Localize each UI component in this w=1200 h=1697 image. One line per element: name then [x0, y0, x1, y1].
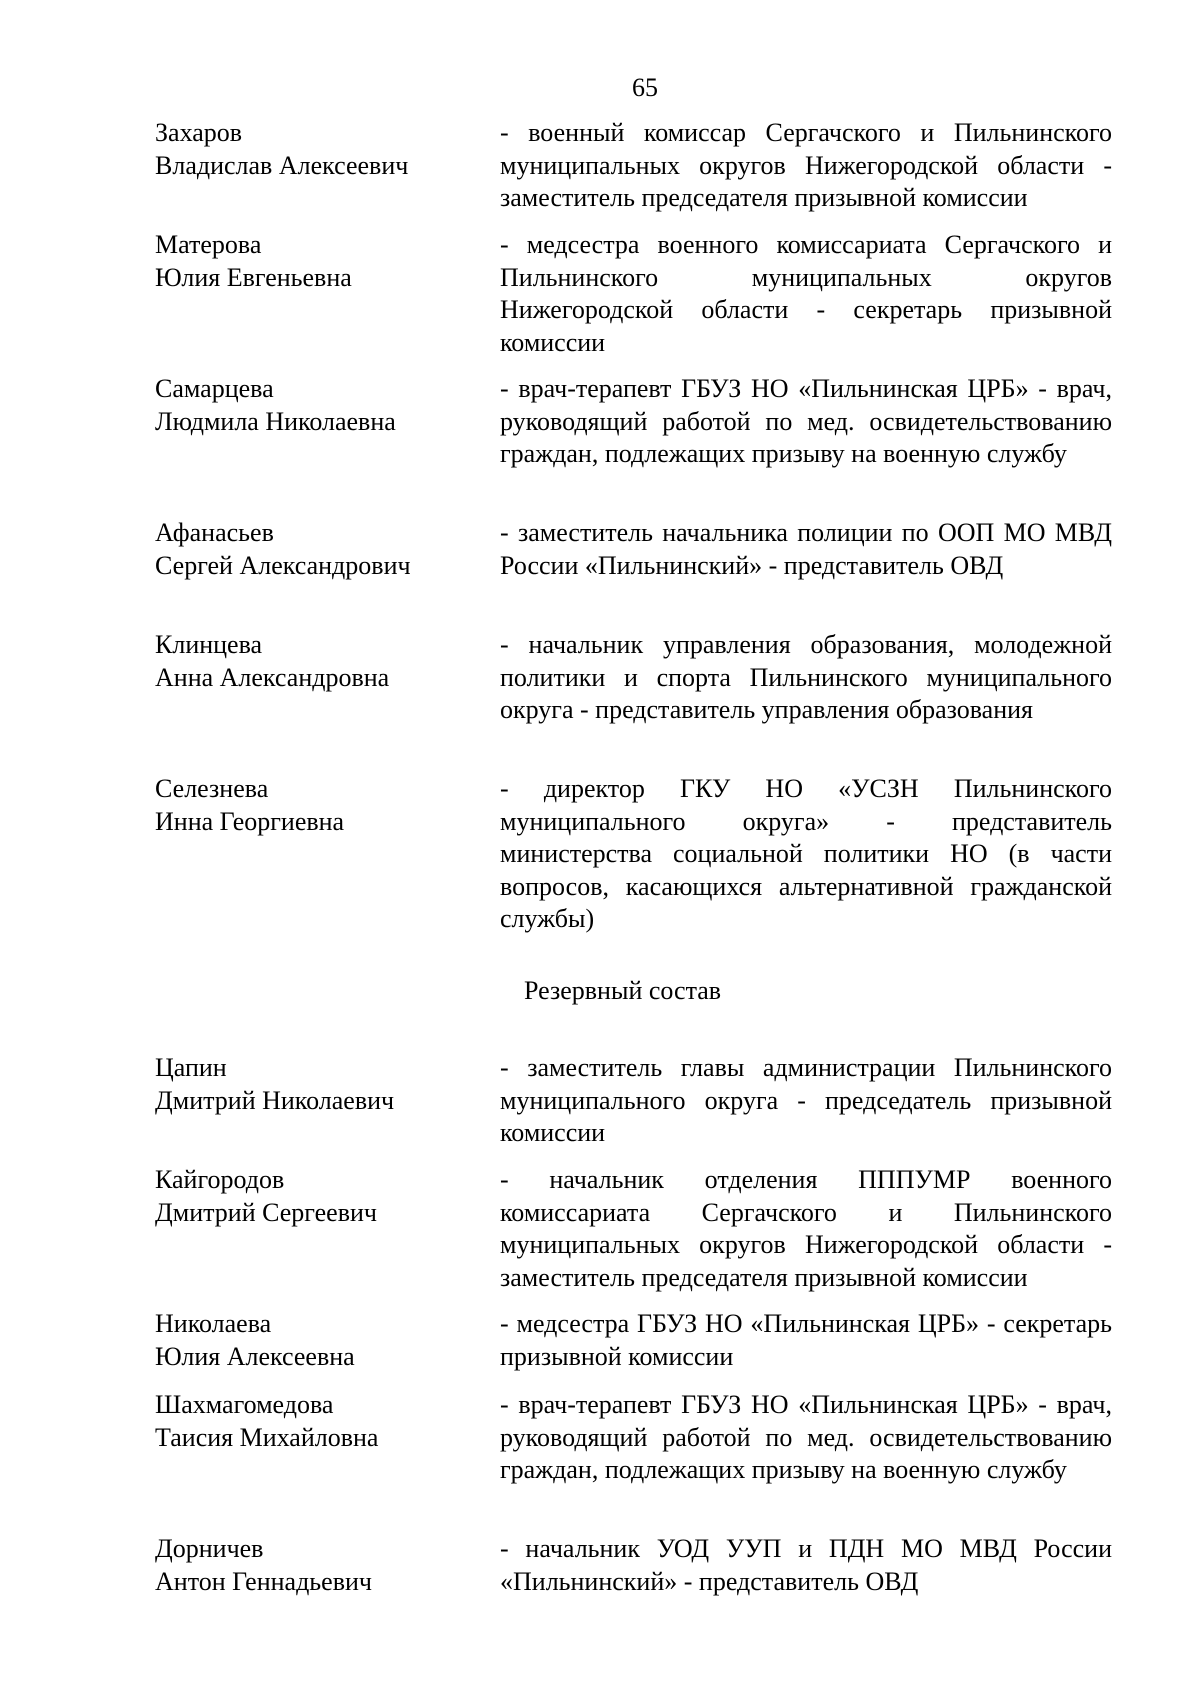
member-surname: Селезнева: [155, 774, 269, 803]
member-surname: Захаров: [155, 118, 243, 147]
member-name: [155, 517, 475, 582]
member-surname: Дорничев: [155, 1534, 264, 1563]
member-description: - заместитель начальника полиции по ООП МО МВД России «Пильнинский» - представитель ОВД: [500, 518, 1112, 580]
member-given-name: Дмитрий Николаевич: [155, 1085, 395, 1115]
member-name: [155, 1533, 475, 1598]
member-surname: Цапин: [155, 1053, 227, 1082]
member-description: - врач-терапевт ГБУЗ НО «Пильнинская ЦРБ» - врач, руководящий работой по мед. освидетельствованию граждан, подлежащих призыву на военную службу: [500, 1390, 1112, 1484]
member-description: - медсестра военного комиссариата Сергачского и Пильнинского муниципальных округов Нижегородской области - секретарь призывной комиссии: [500, 230, 1112, 357]
page-number: 65: [632, 73, 658, 102]
member-given-name: Анна Александровна: [155, 662, 390, 692]
member-name: [155, 1308, 475, 1373]
member-description: - военный комиссар Сергачского и Пильнинского муниципальных округов Нижегородской области - заместитель председателя призывной комиссии: [500, 118, 1112, 212]
member-surname: Шахмагомедова: [155, 1390, 334, 1419]
member-surname: Самарцева: [155, 374, 274, 403]
member-name: [155, 773, 475, 838]
member-surname: Кайгородов: [155, 1165, 285, 1194]
member-given-name: Юлия Евгеньевна: [155, 262, 352, 292]
member-given-name: Таисия Михайловна: [155, 1422, 379, 1452]
member-name: [155, 229, 475, 294]
member-description: - медсестра ГБУЗ НО «Пильнинская ЦРБ» - секретарь призывной комиссии: [500, 1309, 1112, 1371]
member-description: - врач-терапевт ГБУЗ НО «Пильнинская ЦРБ» - врач, руководящий работой по мед. освидетельствованию граждан, подлежащих призыву на военную службу: [500, 374, 1112, 468]
member-given-name: Юлия Алексеевна: [155, 1341, 355, 1371]
member-given-name: Дмитрий Сергеевич: [155, 1197, 377, 1227]
member-surname: Николаева: [155, 1309, 272, 1338]
member-description: - начальник управления образования, молодежной политики и спорта Пильнинского муниципального округа - представитель управления образования: [500, 630, 1112, 724]
member-description: - заместитель главы администрации Пильнинского муниципального округа - председатель призывной комиссии: [500, 1053, 1112, 1147]
member-name: [155, 117, 475, 182]
member-given-name: Владислав Алексеевич: [155, 150, 409, 180]
member-name: [155, 629, 475, 694]
member-given-name: Инна Георгиевна: [155, 806, 345, 836]
member-given-name: Антон Геннадьевич: [155, 1566, 372, 1596]
member-given-name: Сергей Александрович: [155, 550, 411, 580]
member-name: [155, 373, 475, 438]
member-given-name: Людмила Николаевна: [155, 406, 396, 436]
member-description: - директор ГКУ НО «УСЗН Пильнинского муниципального округа» - представитель министерства социальной политики НО (в части вопросов, касающихся альтернативной гражданской службы): [500, 774, 1112, 933]
member-description: - начальник отделения ПППУМР военного комиссариата Сергачского и Пильнинского муниципальных округов Нижегородской области - заместитель председателя призывной комиссии: [500, 1165, 1112, 1292]
member-name: [155, 1052, 475, 1117]
member-surname: Матерова: [155, 230, 262, 259]
member-name: [155, 1389, 475, 1454]
member-surname: Клинцева: [155, 630, 263, 659]
member-description: - начальник УОД УУП и ПДН МО МВД России «Пильнинский» - представитель ОВД: [500, 1534, 1112, 1596]
reserve-section-title: Резервный состав: [524, 976, 722, 1005]
member-surname: Афанасьев: [155, 518, 274, 547]
member-name: [155, 1164, 475, 1229]
